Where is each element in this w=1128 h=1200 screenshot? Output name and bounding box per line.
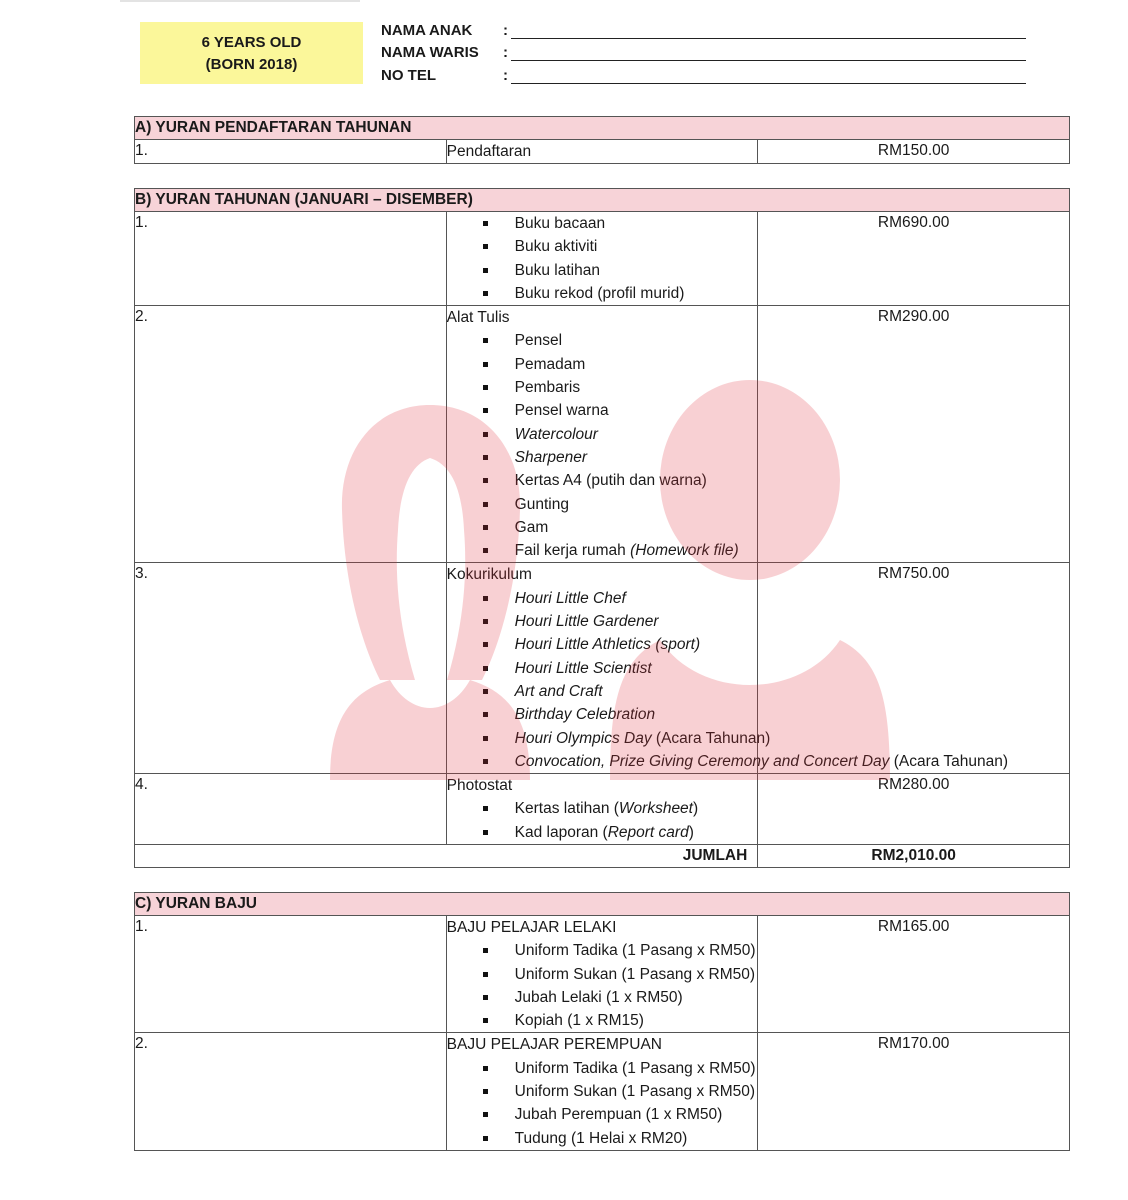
total-amount: RM2,010.00 [758, 845, 1070, 868]
field-label: NO TEL [381, 67, 436, 84]
list-item: Uniform Tadika (1 Pasang x RM50) [447, 939, 758, 962]
row-number: 1. [135, 916, 447, 1033]
list-item: Pembaris [447, 376, 758, 399]
table-row [135, 774, 1070, 845]
list-item: Sharpener [447, 446, 758, 469]
total-label: JUMLAH [135, 845, 758, 868]
table-row [135, 563, 1070, 774]
section-c-table [134, 892, 1070, 1151]
list-item: Tudung (1 Helai x RM20) [447, 1127, 758, 1150]
row-number: 1. [135, 212, 447, 306]
list-item: Gam [447, 516, 758, 539]
list-item: Art and Craft [447, 680, 758, 703]
list-item: Pensel [447, 329, 758, 352]
item-text-italic: Convocation, Prize Giving Ceremony and Concert Day [514, 752, 890, 770]
list-item: Houri Little Athletics (sport) [447, 633, 758, 656]
table-row [135, 212, 1070, 306]
row-amount: RM170.00 [758, 1033, 1070, 1150]
table-row [135, 140, 1070, 164]
item-text-italic: Report card [607, 823, 689, 841]
age-group-box [140, 22, 363, 84]
list-item: Birthday Celebration [447, 703, 758, 726]
item-text: Kad laporan ( [514, 823, 608, 841]
row-number: 2. [135, 306, 447, 563]
list-item: Houri Little Gardener [447, 610, 758, 633]
table-row [135, 306, 1070, 563]
item-text: ) [693, 800, 699, 818]
list-item: Gunting [447, 493, 758, 516]
field-colon: : [503, 67, 508, 84]
section-a-title: A) YURAN PENDAFTARAN TAHUNAN [135, 117, 1070, 140]
table-row [135, 1033, 1070, 1150]
section-c-title: C) YURAN BAJU [135, 893, 1070, 916]
item-text: Fail kerja rumah [514, 542, 631, 560]
row-number: 3. [135, 563, 447, 774]
row-number: 1. [135, 140, 447, 164]
nama-waris-blank[interactable] [511, 60, 1026, 61]
list-item: Pemadam [447, 353, 758, 376]
row-desc: Pendaftaran [446, 140, 758, 164]
row-heading: Kokurikulum [446, 566, 532, 584]
row-number: 2. [135, 1033, 447, 1150]
list-item: Pensel warna [447, 399, 758, 422]
list-item [447, 750, 1009, 773]
field-label: NAMA ANAK [381, 22, 473, 39]
nama-anak-blank[interactable] [511, 38, 1026, 39]
list-item: Buku bacaan [447, 212, 758, 235]
row-number: 4. [135, 774, 447, 845]
list-item: Uniform Sukan (1 Pasang x RM50) [447, 1080, 758, 1103]
list-item: Kopiah (1 x RM15) [447, 1009, 758, 1032]
item-text: Kertas latihan ( [514, 800, 619, 818]
list-item: Houri Little Scientist [447, 657, 758, 680]
row-amount: RM290.00 [758, 306, 1070, 563]
list-item: Uniform Sukan (1 Pasang x RM50) [447, 963, 758, 986]
list-item [447, 821, 758, 844]
item-text: (Acara Tahunan) [651, 729, 771, 747]
row-amount: RM150.00 [758, 140, 1070, 164]
section-b-table [134, 188, 1070, 868]
list-item [447, 727, 771, 750]
list-item: Buku latihan [447, 259, 758, 282]
field-label: NAMA WARIS [381, 44, 479, 61]
row-amount: RM750.00 [758, 563, 1070, 774]
list-item: Uniform Tadika (1 Pasang x RM50) [447, 1057, 758, 1080]
age-line-2: (BORN 2018) [205, 56, 298, 73]
total-row [135, 845, 1070, 868]
top-edge-line [120, 0, 360, 2]
field-colon: : [503, 44, 508, 61]
no-tel-blank[interactable] [511, 83, 1026, 84]
row-heading: Photostat [446, 777, 513, 795]
list-item: Jubah Perempuan (1 x RM50) [447, 1103, 758, 1126]
list-item: Watercolour [447, 423, 758, 446]
age-line-1: 6 YEARS OLD [201, 34, 302, 51]
list-item [447, 539, 758, 562]
section-b-title: B) YURAN TAHUNAN (JANUARI – DISEMBER) [135, 189, 1070, 212]
list-item [447, 797, 758, 820]
list-item: Houri Little Chef [447, 587, 758, 610]
item-text-italic: (Homework file) [630, 542, 739, 560]
row-amount: RM280.00 [758, 774, 1070, 845]
list-item: Buku aktiviti [447, 235, 758, 258]
table-row [135, 916, 1070, 1033]
section-a-table [134, 116, 1070, 164]
field-colon: : [503, 22, 508, 39]
row-amount: RM165.00 [758, 916, 1070, 1033]
row-heading: Alat Tulis [446, 309, 510, 327]
list-item: Kertas A4 (putih dan warna) [447, 469, 758, 492]
row-amount: RM690.00 [758, 212, 1070, 306]
item-text-italic: Worksheet [618, 800, 693, 818]
item-text: ) [688, 823, 694, 841]
list-item: Buku rekod (profil murid) [447, 282, 758, 305]
row-heading: BAJU PELAJAR LELAKI [446, 919, 617, 936]
item-text: (Acara Tahunan) [889, 752, 1009, 770]
item-text-italic: Houri Olympics Day [514, 729, 652, 747]
row-heading: BAJU PELAJAR PEREMPUAN [446, 1036, 662, 1054]
list-item: Jubah Lelaki (1 x RM50) [447, 986, 758, 1009]
